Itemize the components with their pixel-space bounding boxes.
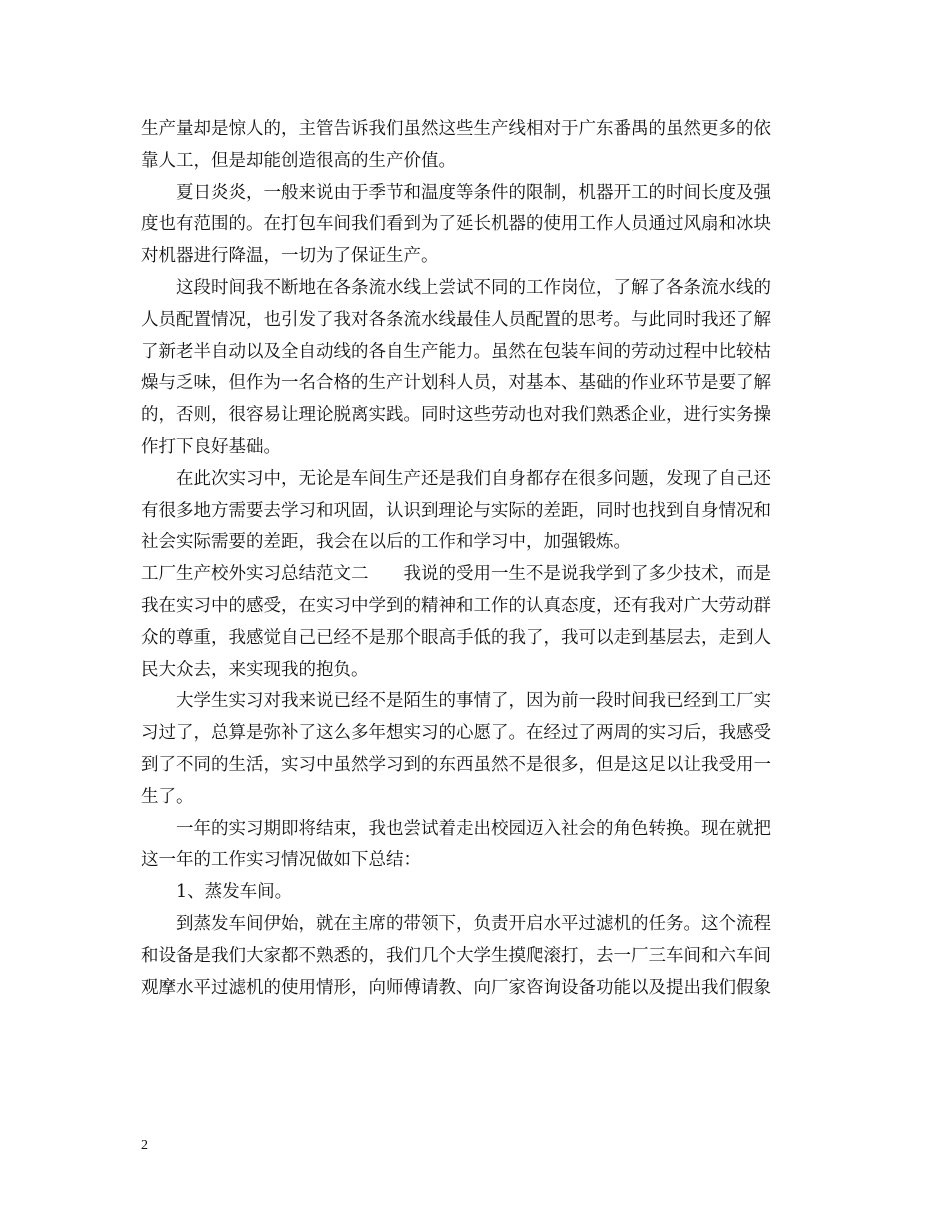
text-line: 在此次实习中，无论是车间生产还是我们自身都存在很多问题，发现了自己还 (141, 468, 771, 489)
text-line: 到了不同的生活，实习中虽然学习到的东西虽然不是很多，但是这足以让我受用一 (141, 754, 771, 775)
text-line: 习过了，总算是弥补了这么多年想实习的心愿了。在经过了两周的实习后，我感受 (141, 723, 771, 744)
text-line: 民大众去，来实现我的抱负。 (141, 659, 369, 680)
text-line: 众的尊重，我感觉自己已经不是那个眼高手低的我了，我可以走到基层去，走到人 (141, 627, 771, 648)
text-line: 一年的实习期即将结束，我也尝试着走出校园迈入社会的角色转换。现在就把 (141, 818, 771, 839)
page-number: 2 (141, 1138, 148, 1153)
body-text (141, 114, 811, 1004)
text-line: 夏日炎炎，一般来说由于季节和温度等条件的限制，机器开工的时间长度及强 (141, 182, 771, 203)
text-line: 有很多地方需要去学习和巩固，认识到理论与实际的差距，同时也找到自身情况和 (141, 500, 771, 521)
text-line: 作打下良好基础。 (141, 436, 281, 457)
text-line: 这一年的工作实习情况做如下总结： (141, 850, 421, 871)
text-line: 度也有范围的。在打包车间我们看到为了延长机器的使用工作人员通过风扇和冰块 (141, 214, 771, 235)
text-line: 生了。 (141, 786, 194, 807)
text-line: 这段时间我不断地在各条流水线上尝试不同的工作岗位，了解了各条流水线的 (141, 277, 771, 298)
text-line: 到蒸发车间伊始，就在主席的带领下，负责开启水平过滤机的任务。这个流程 (141, 913, 771, 934)
text-line: 观摩水平过滤机的使用情形，向师傅请教、向厂家咨询设备功能以及提出我们假象 (141, 977, 771, 998)
list-item-line: 1、蒸发车间。 (141, 882, 293, 903)
text-line: 人员配置情况，也引发了我对各条流水线最佳人员配置的思考。与此同时我还了解 (141, 309, 771, 330)
text-line: 靠人工，但是却能创造很高的生产价值。 (141, 150, 456, 171)
text-line: 和设备是我们大家都不熟悉的，我们几个大学生摸爬滚打，去一厂三车间和六车间 (141, 945, 771, 966)
text-line: 燥与乏味，但作为一名合格的生产计划科人员，对基本、基础的作业环节是要了解 (141, 373, 771, 394)
section-title-line: 工厂生产校外实习总结范文二 我说的受用一生不是说我学到了多少技术，而是 (141, 564, 771, 585)
text-line: 对机器进行降温，一切为了保证生产。 (141, 246, 439, 267)
text-line: 大学生实习对我来说已经不是陌生的事情了，因为前一段时间我已经到工厂实 (141, 691, 771, 712)
text-line: 我在实习中的感受，在实习中学到的精神和工作的认真态度，还有我对广大劳动群 (141, 595, 771, 616)
text-line: 了新老半自动以及全自动线的各自生产能力。虽然在包装车间的劳动过程中比较枯 (141, 341, 771, 362)
text-line: 社会实际需要的差距，我会在以后的工作和学习中，加强锻炼。 (141, 532, 631, 553)
text-line: 生产量却是惊人的，主管告诉我们虽然这些生产线相对于广东番禺的虽然更多的依 (141, 119, 771, 139)
text-line: 的，否则，很容易让理论脱离实践。同时这些劳动也对我们熟悉企业，进行实务操 (141, 405, 771, 426)
